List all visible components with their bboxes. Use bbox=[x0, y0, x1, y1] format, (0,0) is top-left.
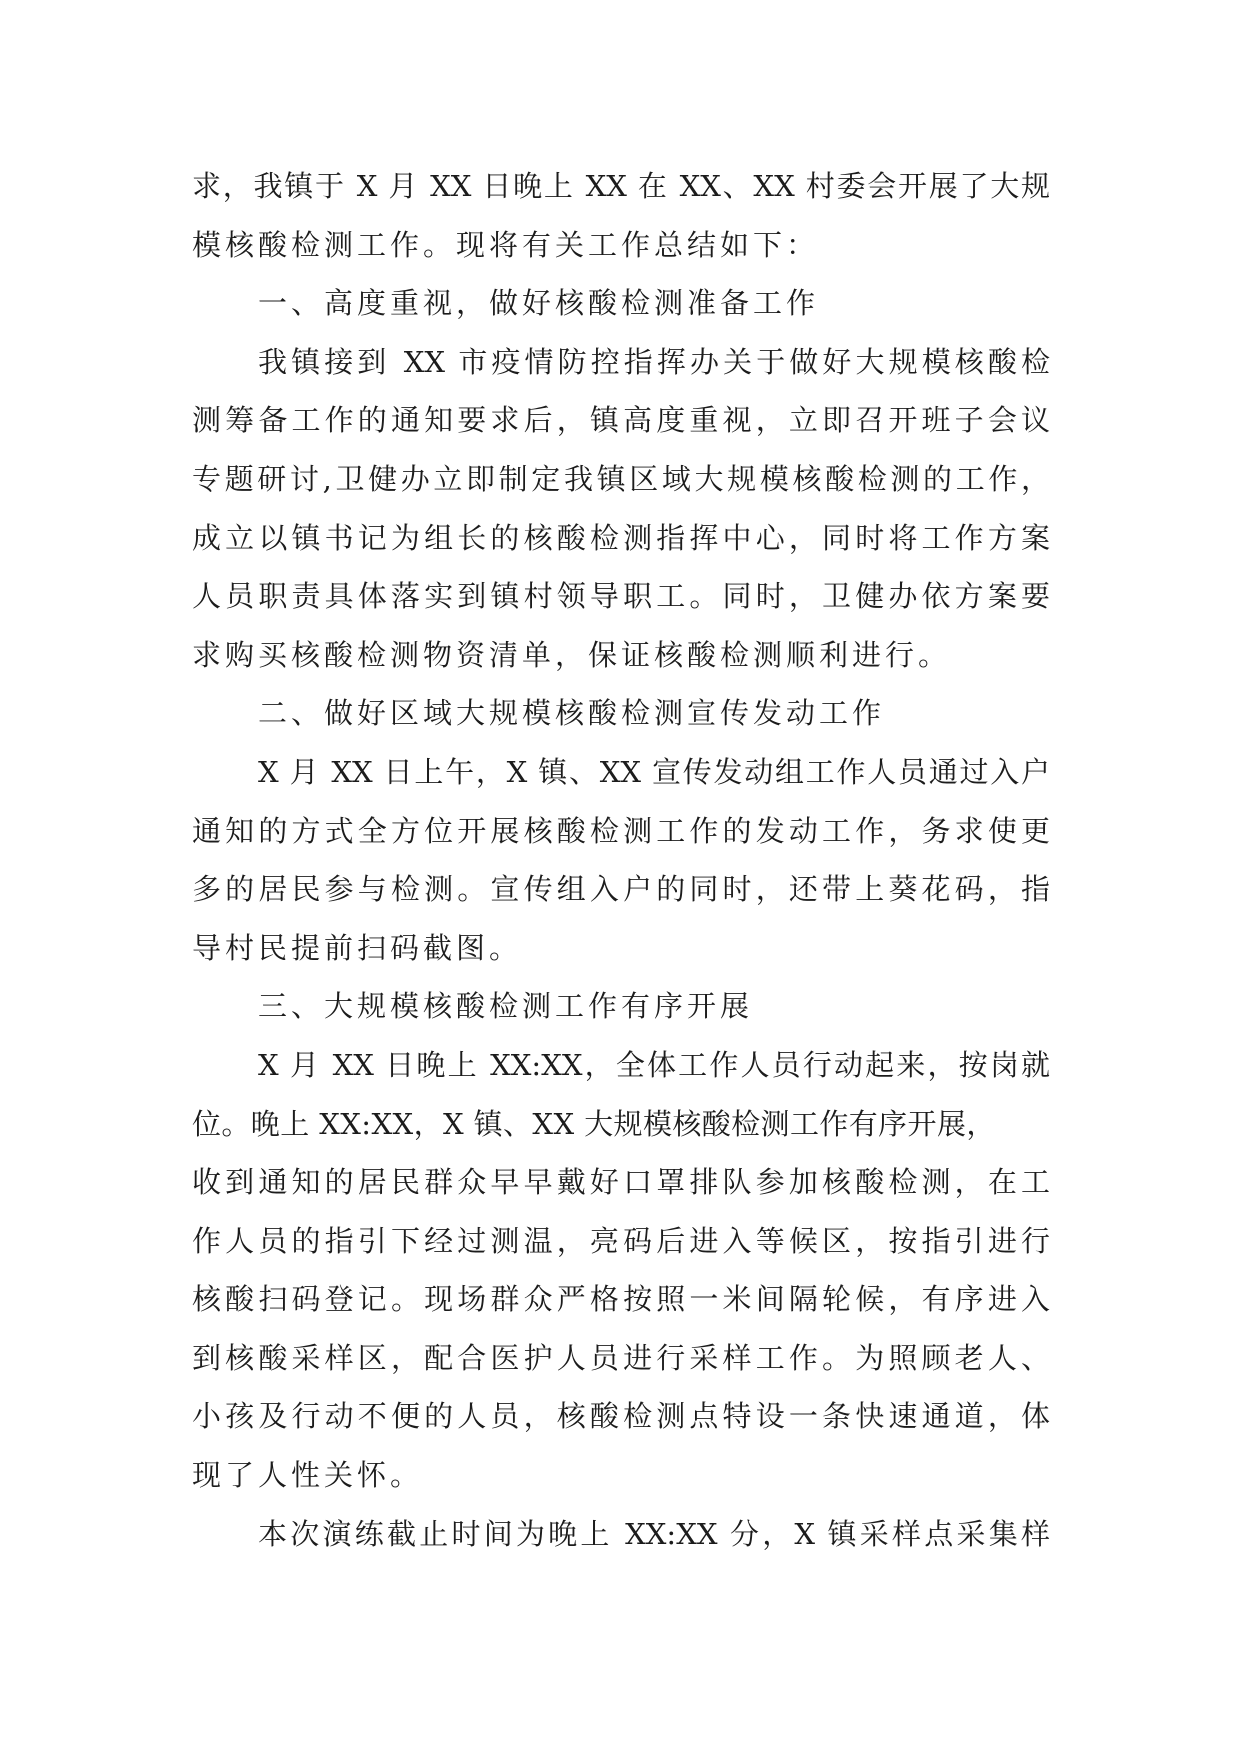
text-line: 求购买核酸检测物资清单，保证核酸检测顺利进行。 bbox=[192, 637, 952, 672]
text-line: 核酸扫码登记。现场群众严格按照一米间隔轮候，有序进入 bbox=[192, 1282, 1050, 1317]
text-line: 模核酸检测工作。现将有关工作总结如下： bbox=[192, 227, 820, 262]
text-line: 导村民提前扫码截图。 bbox=[192, 930, 523, 965]
section-2 bbox=[192, 684, 1050, 977]
text-line: 位。晚上 XX:XX，X 镇、XX 大规模核酸检测工作有序开展， bbox=[192, 1106, 996, 1141]
text-line: 现了人性关怀。 bbox=[192, 1458, 424, 1493]
text-line: 通知的方式全方位开展核酸检测工作的发动工作，务求使更 bbox=[192, 813, 1050, 848]
text-line: 求，我镇于 X 月 XX 日晚上 XX 在 XX、XX 村委会开展了大规 bbox=[192, 169, 1050, 203]
text-line: 本次演练截止时间为晚上 XX:XX 分，X 镇采样点采集样 bbox=[258, 1516, 1050, 1551]
text-line: 测筹备工作的通知要求后，镇高度重视，立即召开班子会议 bbox=[192, 403, 1050, 438]
intro-paragraph bbox=[192, 157, 1050, 274]
section-heading: 一、高度重视，做好核酸检测准备工作 bbox=[258, 286, 820, 321]
body-paragraph bbox=[192, 333, 1050, 685]
text-line: 人员职责具体落实到镇村领导职工。同时，卫健办依方案要 bbox=[192, 579, 1050, 614]
section-1 bbox=[192, 274, 1050, 684]
text-line: 收到通知的居民群众早早戴好口罩排队参加核酸检测，在工 bbox=[192, 1165, 1050, 1200]
text-line: 作人员的指引下经过测温，亮码后进入等候区，按指引进行 bbox=[192, 1223, 1050, 1258]
document-body bbox=[192, 157, 1050, 1563]
text-line: 成立以镇书记为组长的核酸检测指挥中心，同时将工作方案 bbox=[192, 520, 1050, 555]
body-paragraph bbox=[192, 1505, 1050, 1564]
text-line: X 月 XX 日晚上 XX:XX，全体工作人员行动起来，按岗就 bbox=[258, 1047, 1050, 1082]
body-paragraph bbox=[192, 1036, 1050, 1505]
text-line: 专题研讨,卫健办立即制定我镇区域大规模核酸检测的工作， bbox=[192, 461, 1050, 496]
text-line: 到核酸采样区，配合医护人员进行采样工作。为照顾老人、 bbox=[192, 1340, 1050, 1375]
section-heading: 二、做好区域大规模核酸检测宣传发动工作 bbox=[258, 696, 886, 731]
text-line: 我镇接到 XX 市疫情防控指挥办关于做好大规模核酸检 bbox=[258, 344, 1050, 379]
text-line: X 月 XX 日上午，X 镇、XX 宣传发动组工作人员通过入户 bbox=[258, 754, 1050, 789]
section-3 bbox=[192, 977, 1050, 1563]
text-line: 小孩及行动不便的人员，核酸检测点特设一条快速通道，体 bbox=[192, 1399, 1050, 1434]
text-line: 多的居民参与检测。宣传组入户的同时，还带上葵花码，指 bbox=[192, 872, 1050, 907]
body-paragraph bbox=[192, 743, 1050, 977]
section-heading: 三、大规模核酸检测工作有序开展 bbox=[258, 989, 754, 1024]
